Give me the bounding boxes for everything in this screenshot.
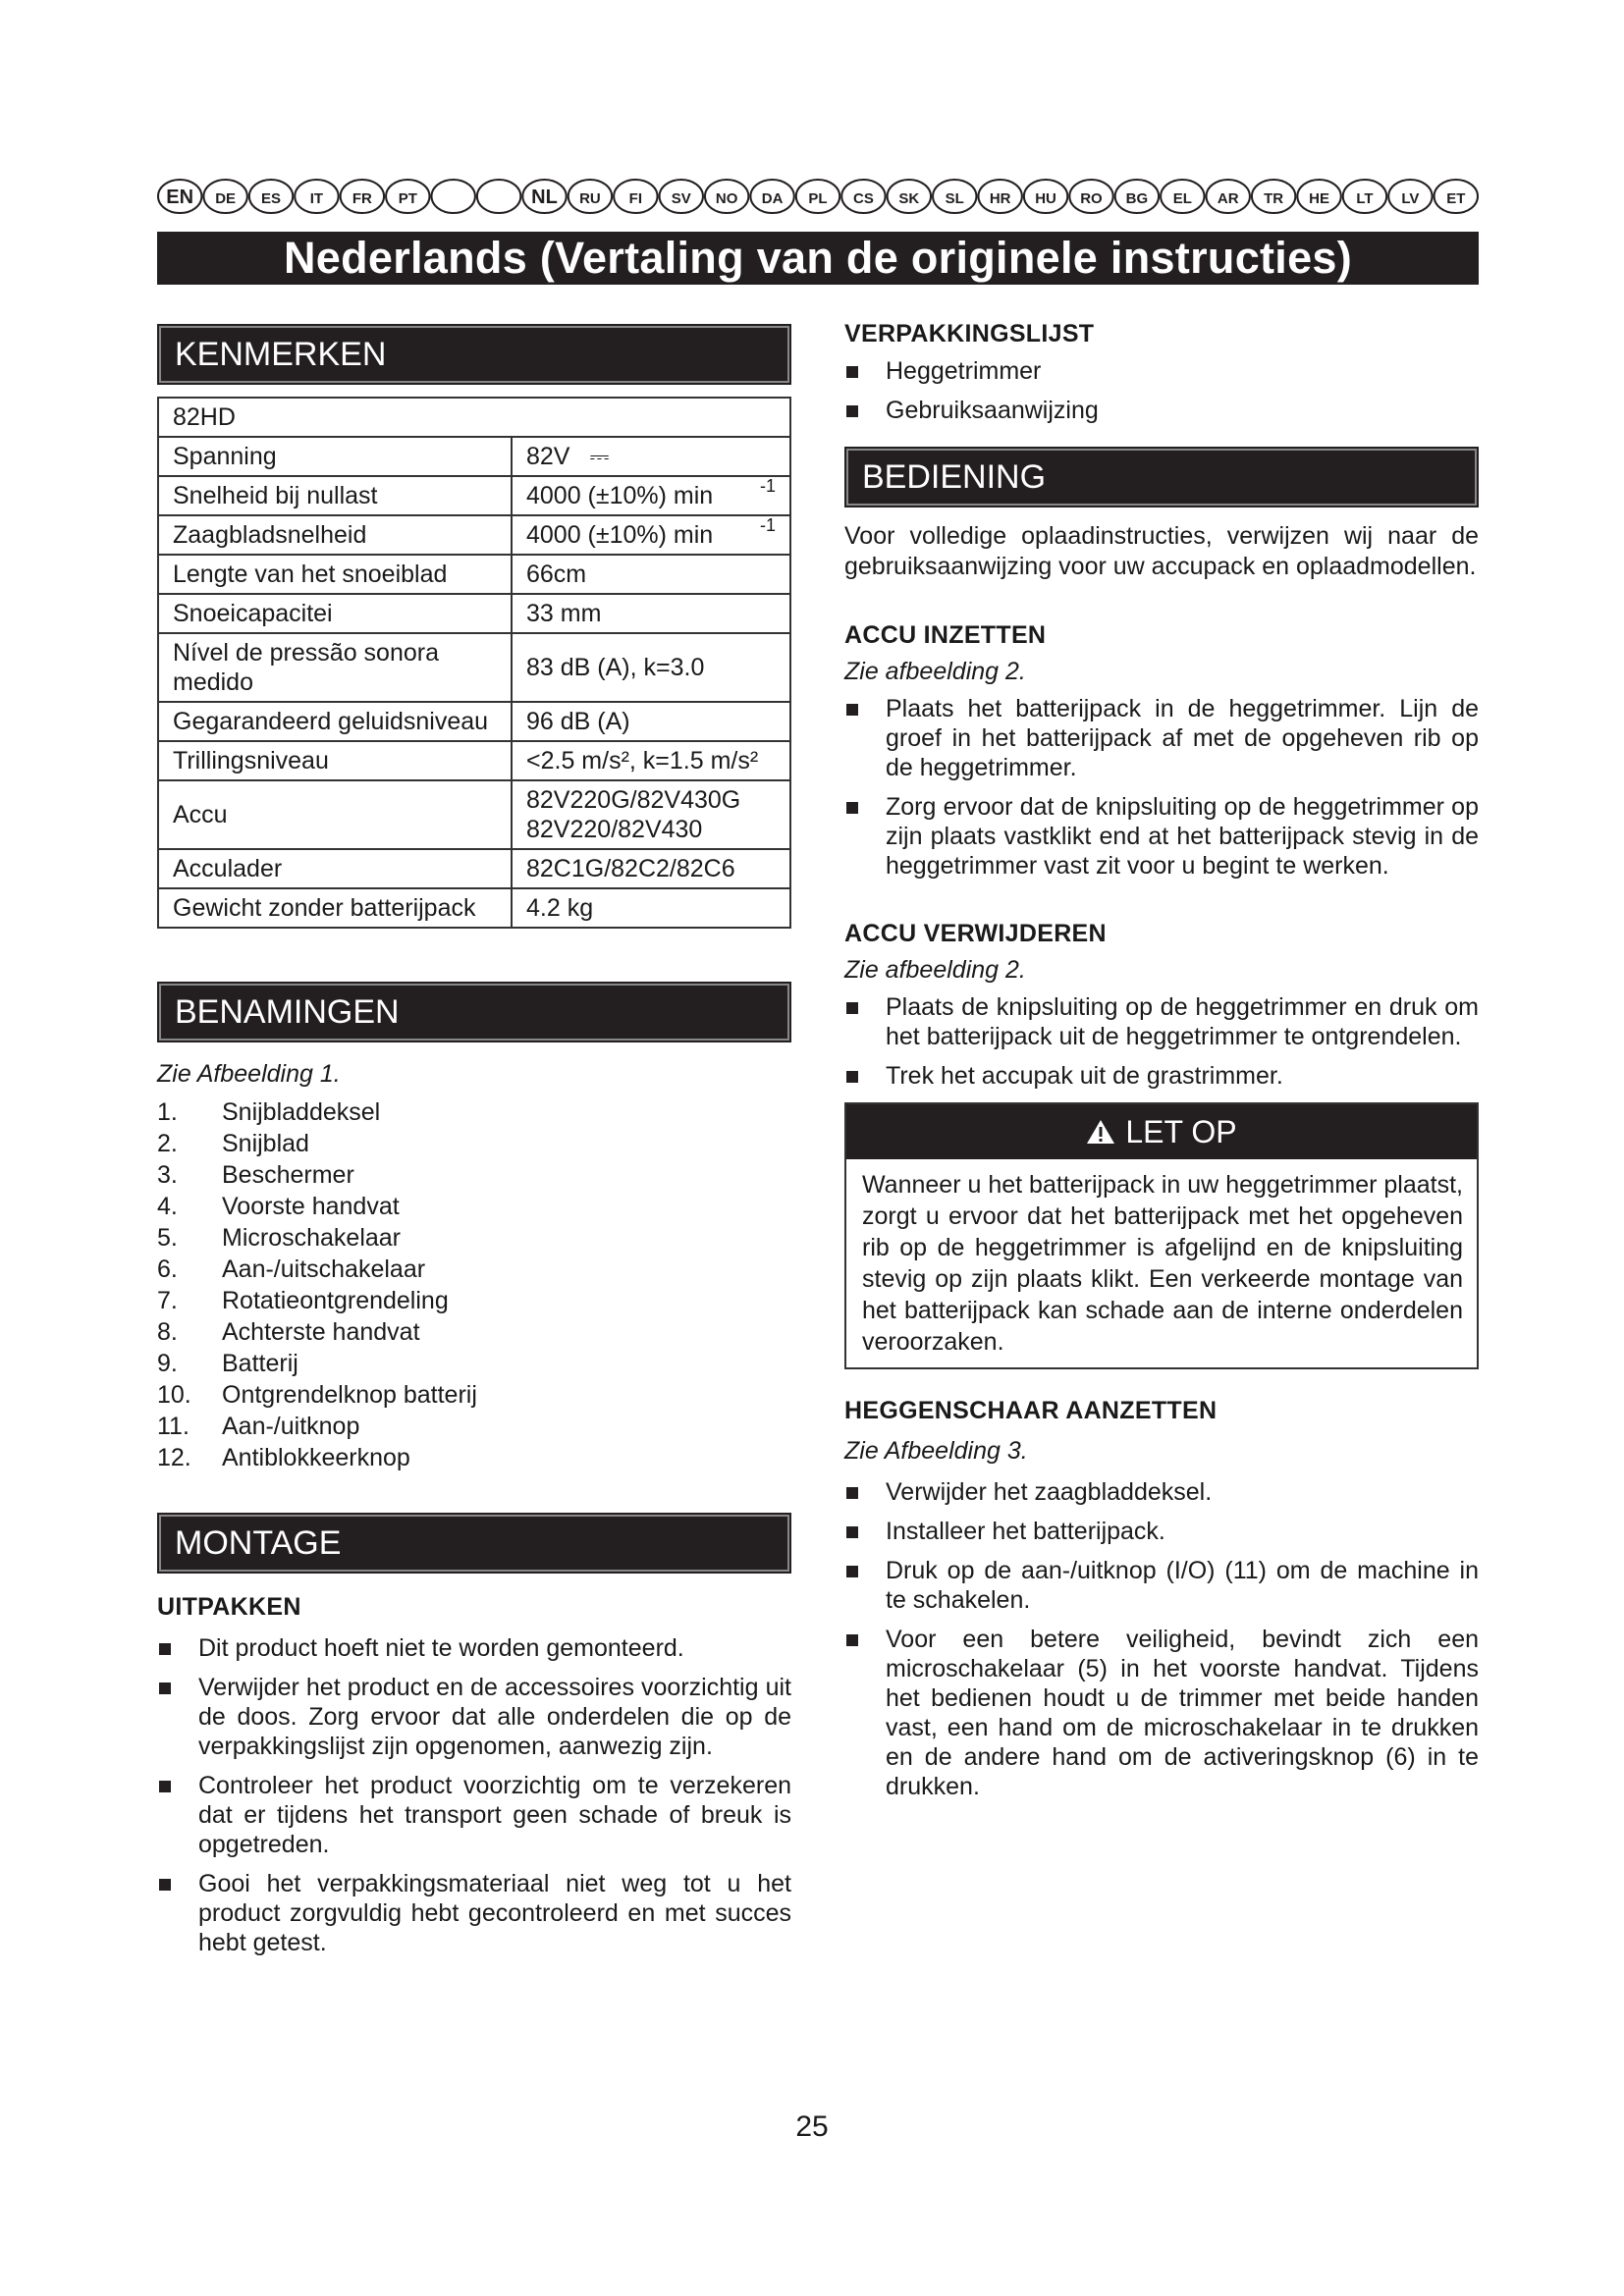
language-code: SL — [945, 190, 964, 207]
bullet-square-icon — [846, 802, 858, 814]
language-code: FR — [352, 190, 372, 207]
language-code: RO — [1080, 190, 1103, 207]
table-row — [158, 849, 790, 888]
bullet-square-icon — [159, 1643, 171, 1655]
bullet-square-icon — [846, 1071, 858, 1083]
bullet-square-icon — [846, 366, 858, 378]
language-code: CS — [852, 190, 874, 207]
spec-model: 82HD — [158, 398, 790, 437]
table-row — [158, 594, 790, 633]
language-code: EN — [166, 187, 194, 208]
language-selector-row — [157, 177, 1479, 216]
verpakkingslijst-list — [844, 356, 1479, 425]
spec-table — [157, 397, 791, 929]
section-montage-heading: MONTAGE — [157, 1513, 791, 1574]
warning-icon — [1086, 1119, 1115, 1145]
language-code: ET — [1446, 190, 1466, 207]
language-code: ES — [261, 190, 282, 207]
spec-value: 4000 (±10%) min -1 — [512, 476, 790, 515]
heggenschaar-list — [844, 1477, 1479, 1801]
language-code: EL — [1172, 190, 1192, 207]
language-pill — [477, 180, 520, 213]
let-op-box — [844, 1102, 1479, 1369]
spec-value: <2.5 m/s², k=1.5 m/s² — [512, 741, 790, 780]
language-code: AR — [1217, 190, 1239, 207]
bullet-square-icon — [846, 1566, 858, 1577]
bullet-square-icon — [846, 1487, 858, 1499]
spec-value: 82C1G/82C2/82C6 — [512, 849, 790, 888]
bullet-square-icon — [846, 1002, 858, 1014]
list-item: 9. Batterij — [157, 1350, 298, 1377]
spec-value: 33 mm — [512, 594, 790, 633]
let-op-heading: LET OP — [846, 1104, 1477, 1159]
list-item: 7. Rotatieontgrendeling — [157, 1287, 449, 1314]
list-item: 10. Ontgrendelknop batterij — [157, 1381, 477, 1409]
table-row — [158, 515, 790, 555]
bediening-intro: Voor volledige oplaadinstructies, verwijzen wij naar de gebruiksaanwijzing voor uw accupack en oplaadmodellen. — [844, 522, 1479, 580]
language-code: SK — [898, 190, 920, 207]
list-item: Trek het accupak uit de grastrimmer. — [844, 1061, 1479, 1091]
list-item: 12. Antiblokkeerknop — [157, 1444, 410, 1471]
spec-label: Snelheid bij nullast — [158, 476, 512, 515]
table-row — [158, 780, 790, 849]
accu-verwijderen-heading: ACCU VERWIJDEREN — [844, 920, 1107, 947]
benamingen-ref: Zie Afbeelding 1. — [157, 1060, 341, 1088]
table-row — [158, 633, 790, 702]
list-item: 6. Aan-/uitschakelaar — [157, 1255, 426, 1283]
accu-inzetten-ref: Zie afbeelding 2. — [844, 658, 1026, 685]
table-row — [158, 702, 790, 741]
spec-label: Nível de pressão sonora medido — [158, 633, 512, 702]
list-item: Controleer het product voorzichtig om te verzekeren dat er tijdens het transport geen schade of breuk is opgetreden. — [157, 1771, 791, 1859]
spec-label: Accu — [158, 780, 512, 849]
list-item: 8. Achterste handvat — [157, 1318, 420, 1346]
let-op-body: Wanneer u het batterijpack in uw heggetrimmer plaatst, zorgt u ervoor dat het batterijpack met het opgeheven rib op de heggetrimmer is afgelijnd en de knipsluiting stevig op zijn plaats klikt. Een verkeerde montage van het batterijpack kan schade aan de interne onderdelen veroorzaken. — [862, 1171, 1463, 1356]
spec-value: 66cm — [512, 555, 790, 594]
list-item: Voor een betere veiligheid, bevindt zich een microschakelaar (5) in het voorste handvat. Tijdens het bedienen houdt u de trimmer met beide handen vast, een hand om de microschakelaar in te drukken en de andere hand om de activeringsknop (6) in te drukken. — [844, 1625, 1479, 1801]
spec-value: 82V ⎓ — [512, 437, 790, 476]
spec-value: 96 dB (A) — [512, 702, 790, 741]
language-code: SV — [671, 190, 691, 207]
list-item: 11. Aan-/uitknop — [157, 1413, 360, 1440]
heggenschaar-heading: HEGGENSCHAAR AANZETTEN — [844, 1397, 1218, 1424]
uitpakken-list — [157, 1633, 791, 1957]
language-code: HE — [1309, 190, 1329, 207]
spec-label: Trillingsniveau — [158, 741, 512, 780]
spec-label: Lengte van het snoeiblad — [158, 555, 512, 594]
language-code: TR — [1264, 190, 1284, 207]
table-row — [158, 437, 790, 476]
accu-inzetten-list — [844, 694, 1479, 881]
language-code: RU — [579, 190, 601, 207]
page-number: 25 — [795, 2110, 829, 2143]
list-item: Installeer het batterijpack. — [844, 1517, 1479, 1546]
page-title: Nederlands (Vertaling van de originele instructies) — [157, 232, 1479, 285]
bullet-square-icon — [846, 1526, 858, 1538]
spec-label: Gewicht zonder batterijpack — [158, 888, 512, 928]
list-item: Verwijder het zaagbladdeksel. — [844, 1477, 1479, 1507]
accu-inzetten-heading: ACCU INZETTEN — [844, 621, 1047, 649]
spec-label: Zaagbladsnelheid — [158, 515, 512, 555]
spec-label: Acculader — [158, 849, 512, 888]
table-row — [158, 555, 790, 594]
language-code: IT — [309, 190, 324, 207]
list-item: Heggetrimmer — [844, 356, 1479, 386]
language-code: BG — [1125, 190, 1149, 207]
accu-verwijderen-ref: Zie afbeelding 2. — [844, 956, 1026, 984]
bullet-square-icon — [846, 405, 858, 417]
section-bediening-heading: BEDIENING — [844, 447, 1479, 507]
spec-label: Gegarandeerd geluidsniveau — [158, 702, 512, 741]
bullet-square-icon — [846, 704, 858, 716]
language-code: PT — [398, 190, 417, 207]
language-code: HU — [1035, 190, 1056, 207]
section-benamingen-heading: BENAMINGEN — [157, 982, 791, 1042]
list-item: Plaats het batterijpack in de heggetrimmer. Lijn de groef in het batterijpack af met de opgeheven rib op de heggetrimmer. — [844, 694, 1479, 782]
list-item: 3. Beschermer — [157, 1161, 354, 1189]
language-pill — [431, 180, 474, 213]
language-code: NL — [531, 187, 558, 208]
list-item: Gebruiksaanwijzing — [844, 396, 1479, 425]
uitpakken-heading: UITPAKKEN — [157, 1593, 301, 1621]
heggenschaar-ref: Zie Afbeelding 3. — [844, 1437, 1028, 1465]
list-item: Plaats de knipsluiting op de heggetrimmer en druk om het batterijpack uit de heggetrimmer te ontgrendelen. — [844, 992, 1479, 1051]
list-item: 2. Snijblad — [157, 1130, 309, 1157]
section-kenmerken-heading: KENMERKEN — [157, 324, 791, 385]
language-code: FI — [628, 190, 643, 207]
list-item: Druk op de aan-/uitknop (I/O) (11) om de machine in te schakelen. — [844, 1556, 1479, 1615]
spec-label: Snoeicapacitei — [158, 594, 512, 633]
language-code: HR — [989, 190, 1011, 207]
table-row — [158, 741, 790, 780]
accu-verwijderen-list — [844, 992, 1479, 1091]
table-row — [158, 476, 790, 515]
language-code: NO — [715, 190, 738, 207]
list-item: Dit product hoeft niet te worden gemonteerd. — [157, 1633, 791, 1663]
language-code: DA — [761, 190, 784, 207]
bullet-square-icon — [846, 1634, 858, 1646]
spec-label: Spanning — [158, 437, 512, 476]
bullet-square-icon — [159, 1879, 171, 1891]
list-item: Gooi het verpakkingsmateriaal niet weg tot u het product zorgvuldig hebt gecontroleerd en met succes hebt getest. — [157, 1869, 791, 1957]
bullet-square-icon — [159, 1682, 171, 1694]
spec-value: 4000 (±10%) min -1 — [512, 515, 790, 555]
spec-value: 82V220G/82V430G 82V220/82V430 — [512, 780, 790, 849]
list-item: 1. Snijbladdeksel — [157, 1098, 381, 1126]
dc-symbol-icon: ⎓ — [589, 443, 610, 470]
list-item: 4. Voorste handvat — [157, 1193, 400, 1220]
table-row — [158, 888, 790, 928]
language-code: PL — [808, 190, 828, 207]
spec-value: 83 dB (A), k=3.0 — [512, 633, 790, 702]
language-code: LV — [1401, 190, 1420, 207]
bullet-square-icon — [159, 1781, 171, 1792]
list-item: Zorg ervoor dat de knipsluiting op de heggetrimmer op zijn plaats vastklikt end at het batterijpack stevig in de heggetrimmer vast zit voor u begint te werken. — [844, 792, 1479, 881]
list-item: 5. Microschakelaar — [157, 1224, 402, 1252]
spec-value: 4.2 kg — [512, 888, 790, 928]
language-code: LT — [1356, 190, 1374, 207]
parts-list — [157, 1096, 791, 1473]
verpakkingslijst-heading: VERPAKKINGSLIJST — [844, 320, 1095, 347]
list-item: Verwijder het product en de accessoires voorzichtig uit de doos. Zorg ervoor dat alle onderdelen die op de verpakkingslijst zijn opgenomen, aanwezig zijn. — [157, 1673, 791, 1761]
language-code: DE — [215, 190, 237, 207]
